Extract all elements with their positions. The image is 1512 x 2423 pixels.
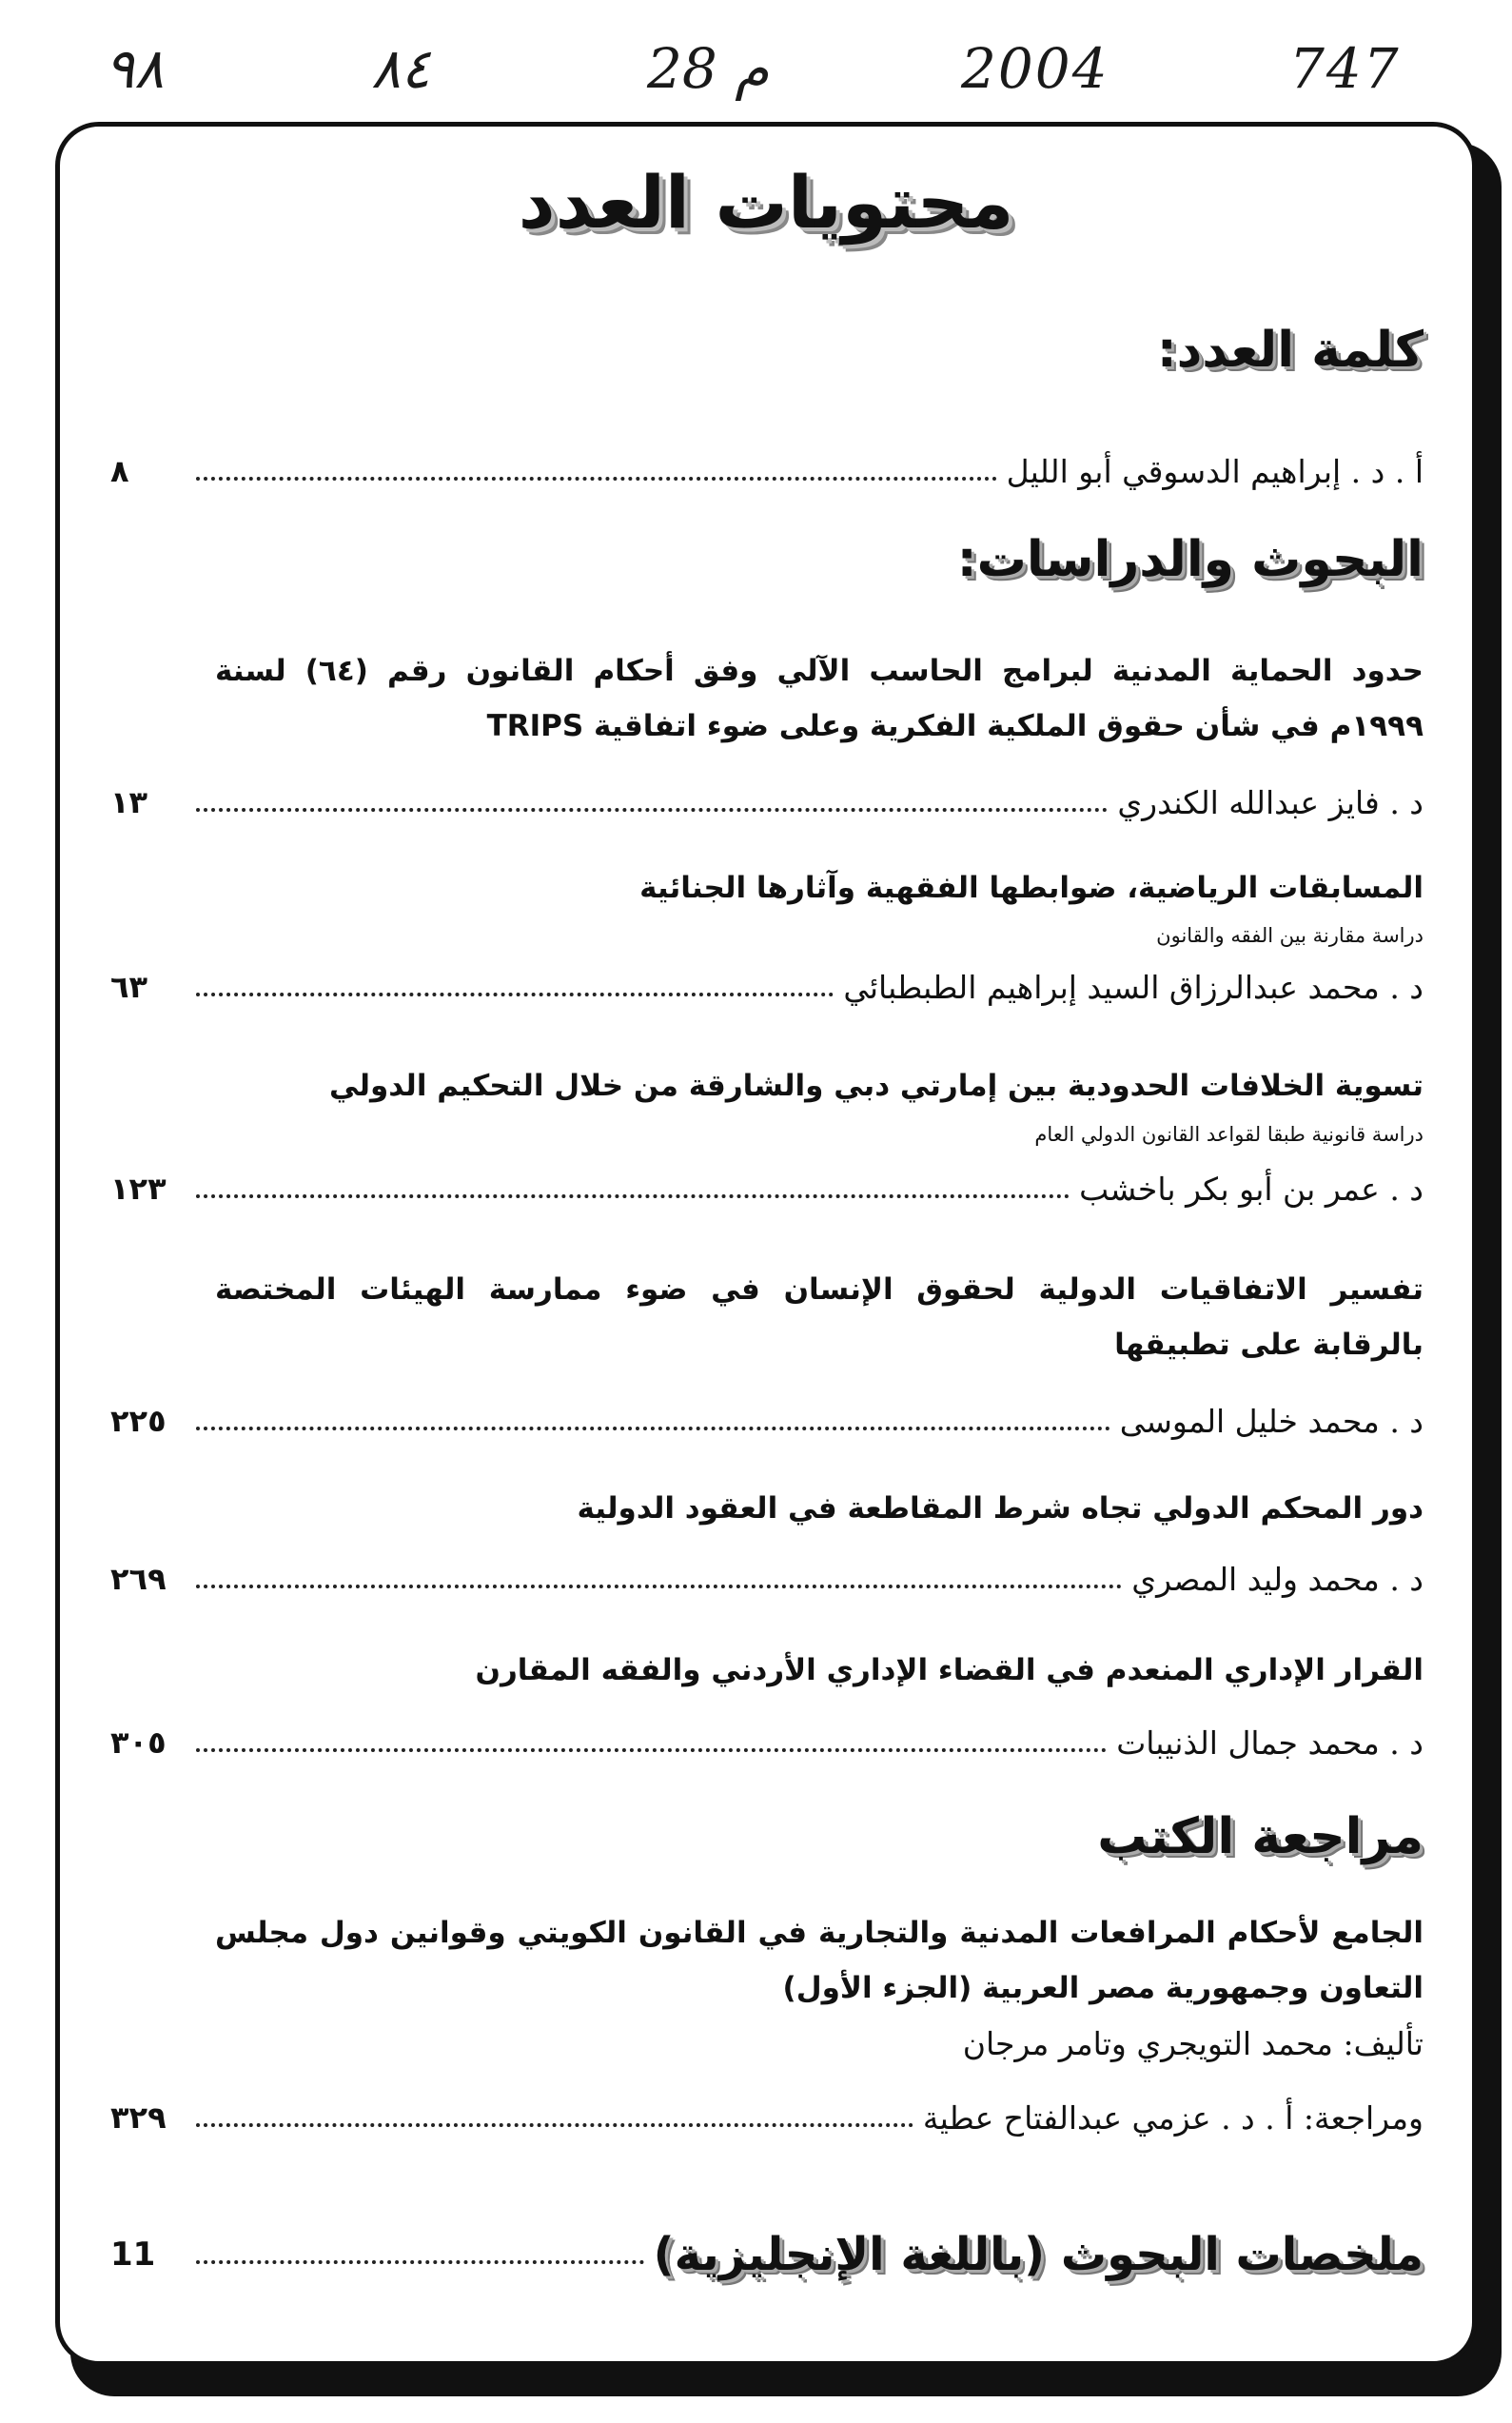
entry-author: د . محمد جمال الذنيبات	[1116, 1724, 1424, 1762]
article-title: تسوية الخلافات الحدودية بين إمارتي دبي والشارقة من خلال التحكيم الدولي	[329, 1069, 1424, 1103]
section-title-research: البحوث والدراسات:	[956, 531, 1424, 588]
dot-leader	[196, 1427, 1110, 1430]
dot-leader	[196, 2260, 644, 2264]
table-of-contents	[55, 122, 1477, 2366]
handwritten-number-1: ٩٨	[105, 36, 165, 101]
article-title: القرار الإداري المنعدم في القضاء الإداري الأردني والفقه المقارن	[475, 1653, 1424, 1687]
toc-entry-article-5[interactable]	[110, 1555, 1424, 1603]
entry-page: 11	[110, 2236, 156, 2274]
dot-leader	[196, 993, 834, 996]
handwritten-issue: 28 م	[647, 36, 770, 101]
entry-page: ٨	[110, 453, 129, 489]
book-authors: تأليف: محمد التويجري وتامر مرجان	[962, 2025, 1424, 2062]
dot-leader	[196, 477, 997, 481]
article-subtitle: دراسة مقارنة بين الفقه والقانون	[1156, 924, 1424, 947]
dot-leader	[196, 1585, 1122, 1588]
article-title: المسابقات الرياضية، ضوابطها الفقهية وآثارها الجنائية	[639, 871, 1424, 905]
article-title: دور المحكم الدولي تجاه شرط المقاطعة في العقود الدولية	[577, 1491, 1424, 1526]
dot-leader	[196, 1748, 1107, 1752]
article-title: حدود الحماية المدنية لبرامج الحاسب الآلي وفق أحكام القانون رقم (٦٤) لسنة ١٩٩٩م في شأن حقوق الملكية الفكرية وعلى ضوء اتفاقية TRIPS	[215, 654, 1424, 743]
section-title-books: مراجعة الكتب	[1097, 1808, 1424, 1865]
entry-page: ٢٦٩	[110, 1561, 167, 1597]
article-title: تفسير الاتفاقيات الدولية لحقوق الإنسان في ضوء ممارسة الهيئات المختصة بالرقابة على تطبيقها	[215, 1272, 1424, 1362]
book-title: الجامع لأحكام المرافعات المدنية والتجارية في القانون الكويتي وقوانين دول مجلس التعاون وجمهورية مصر العربية (الجزء الأول)	[215, 1916, 1424, 2005]
entry-author: د . عمر بن أبو بكر باخشب	[1079, 1170, 1424, 1208]
section-title-editorial: كلمة العدد:	[1156, 322, 1424, 379]
entry-page: ٣٠٥	[110, 1724, 167, 1761]
handwritten-number-2: ٨٤	[371, 36, 431, 101]
article-subtitle: دراسة قانونية طبقا لقواعد القانون الدولي العام	[1034, 1123, 1424, 1146]
toc-entry-summaries[interactable]	[110, 2221, 1424, 2288]
entry-author: أ . د . إبراهيم الدسوقي أبو الليل	[1006, 452, 1424, 490]
entry-author: د . فايز عبدالله الكندري	[1117, 783, 1424, 821]
entry-page: ٦٣	[110, 969, 148, 1005]
toc-entry-editorial[interactable]	[110, 447, 1424, 495]
page-title: محتويات العدد	[518, 160, 1014, 245]
dot-leader	[196, 2123, 913, 2127]
entry-author: د . محمد وليد المصري	[1131, 1560, 1424, 1598]
handwritten-annotations	[0, 19, 1512, 124]
entry-author: د . محمد خليل الموسى	[1119, 1402, 1424, 1440]
toc-entry-article-6[interactable]	[110, 1719, 1424, 1766]
toc-entry-book-review[interactable]	[110, 2094, 1424, 2141]
dot-leader	[196, 1194, 1070, 1198]
entry-page: ٢٢٥	[110, 1403, 167, 1439]
dot-leader	[196, 808, 1108, 812]
toc-entry-article-4[interactable]	[110, 1397, 1424, 1445]
handwritten-number-3: 747	[1289, 36, 1401, 101]
entry-page: ١٢٣	[110, 1171, 167, 1207]
entry-page: ٣٢٩	[110, 2099, 167, 2136]
book-reviewer: ومراجعة: أ . د . عزمي عبدالفتاح عطية	[922, 2098, 1424, 2137]
toc-entry-article-3[interactable]	[110, 1165, 1424, 1212]
handwritten-year: 2004	[961, 36, 1109, 101]
section-title-summaries: ملخصات البحوث (باللغة الإنجليزية)	[653, 2228, 1424, 2281]
toc-entry-article-2[interactable]	[110, 963, 1424, 1011]
entry-page: ١٣	[110, 784, 148, 820]
toc-entry-article-1[interactable]	[110, 778, 1424, 826]
entry-author: د . محمد عبدالرزاق السيد إبراهيم الطبطبائي	[843, 968, 1424, 1006]
